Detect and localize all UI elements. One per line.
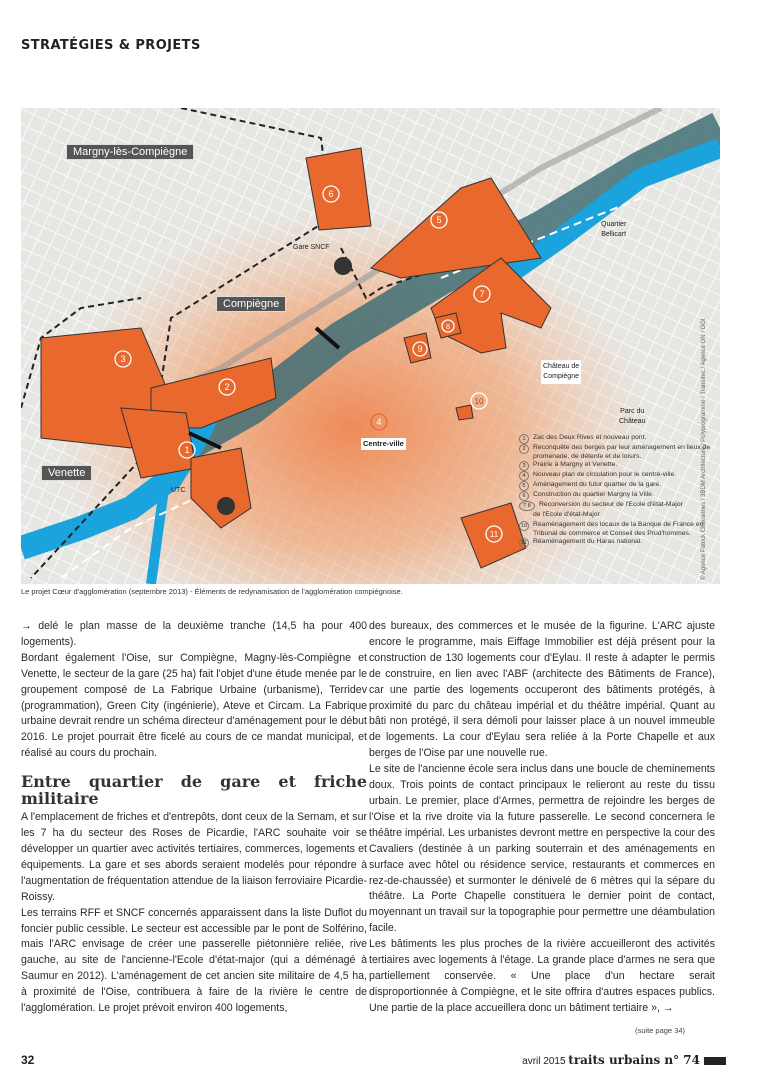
legend-item: 3 Prairie à Margny et Venette. [519,461,719,471]
zone-label-7: 7 [479,289,485,299]
zone-label-10: 10 [474,397,484,406]
label-utc: UTC [171,487,186,494]
zone-label-11: 11 [489,530,499,539]
legend-item: 4 Nouveau plan de circulation pour le centre-ville. [519,471,719,481]
paragraph: A l'emplacement de friches et d'entrepôts, dont ceux de la Sernam, et sur les 7 ha du secteur des Roses de Picardie, l'ARC souhaite voir se développer un quartier avec activités tertiaires, commerces, logements et équipements. La gare et ses abords seraient modelés pour répondre à l'augmentation de fréquentation attendue de la liaison ferroviaire Picardie-Roissy. [21,811,367,903]
legend-item: 2 Reconquête des berges par leur aménagement en lieux de promenade, de détente et de loisirs. [519,444,719,461]
paragraph: Les terrains RFF et SNCF concernés apparaissent dans la liste Duflot du foncier public cessible. Le secteur est accessible par le pont de Solférino, mais l'ARC envisage de créer une passerelle piétonnière reliée, rive gauche, au site de l'ancienne-l'Ecole d'état-major (qui a déménagé à Saumur en 2012). L'aménagement de cet ancien site militaire de 4,5 ha, à proximité de l'Oise, contribuera à faire de la rivière le centre de l'agglomération. Le projet prévoit environ 400 logements, [21,906,367,1015]
section-header: STRATÉGIES & PROJETS [21,38,201,53]
label-gare: Gare SNCF [293,244,330,251]
zone-10 [456,405,473,420]
zone-label-4: 4 [376,417,382,427]
footer-bar [704,1057,726,1065]
paragraph: Bordant également l'Oise, sur Compiègne, Magny-lès-Compiègne et Venette, le secteur de la gare (25 ha) fait l'objet d'une étude menée par le groupement composé de La Fabrique Urbaine (urbanisme), Terridev (programmation), Green City (ingénierie), Ateve et Circam. La Fabrique urbaine devrait rendre un schéma directeur d'aménagement pour le début 2016. Le projet pourrait être ficelé au cours de ce mandat municipal, et réalisé au cours du prochain. [21,651,367,760]
issue-info [522,1053,700,1067]
zone-label-5: 5 [436,215,442,225]
legend-item: de l'Ecole d'état-Major [533,511,600,519]
article-subheading: Entre quartier de gare et friche militaire [21,772,367,809]
article-column-right [369,619,715,1017]
paragraph: Le site de l'ancienne école sera inclus dans une boucle de cheminements doux. Trois points de contact principaux le relieront au reste du tissu urbain. Le premier, place d'Armes, permettra de rejoindre les berges de l'Oise et la rive droite via la future passerelle. Le second concernera le théâtre impérial. Les urbanistes devront mettre en perspective la cour des Cavaliers (destinée à un parking souterrain et des aménagements en surface avec hôtel ou résidence service, restaurants et commerces en rez-de-chaussée) et surmonter le dénivelé de 6 mètres qui la sépare du théâtre. La Porte Chapelle constituera le dernier point de contact, moyennant un travail sur la topographie pour permettre une déambulation facile. [369,763,715,935]
article-column-left [21,619,367,1017]
legend-item: 6 Construction du quartier Margny la Ville. [519,491,719,501]
project-map [21,108,720,584]
label-quartier: Quartier Bellicart [601,221,627,238]
zone-label-6: 6 [328,189,334,199]
zone-label-8: 8 [446,324,450,331]
legend-item: 7 8 Reconversion du secteur de l'Ecole d'état-Major [519,501,719,511]
map-legend [519,434,719,548]
label-venette: Venette [41,465,92,481]
legend-item: 11 Réaménagement du Haras national. [519,538,719,548]
legend-item: 5 Aménagement du futur quartier de la gare. [519,481,719,491]
zone-label-3: 3 [120,354,126,364]
paragraph: des bureaux, des commerces et le musée de la figurine. L'ARC ajuste encore le programme, mais Eiffage Immobilier est déjà présent pour la construction de 130 logements cour d'Eylau. Il reste à adapter le permis de construire, en lien avec l'ABF (architecte des Bâtiments de France), car une partie des logements occuperont des bâtiments protégés, à proximité du parc du château impérial et du théâtre impérial. Quant au bâti non protégé, il sera démoli pour laisser place à un nouvel immeuble de logements. La cour d'Eylau sera reliée à la Porte Chapelle et aux berges de l'Oise par une nouvelle rue. [369,620,715,760]
label-parc: Parc du Château [619,408,646,425]
continued-note: (suite page 34) [635,1026,686,1035]
label-compiegne: Compiègne [216,296,286,312]
label-margny: Margny-lès-Compiègne [66,144,194,160]
zone-label-1: 1 [184,445,190,455]
map-caption: Le projet Cœur d'agglomération (septembre 2013) - Éléments de redynamisation de l'agglomération compiégnoise. [21,587,403,596]
page-number: 32 [21,1053,35,1067]
label-chateau: Château de Compiègne [541,360,581,384]
issue-date: avril 2015 [522,1056,566,1067]
gare-marker [334,257,352,275]
legend-item: 1 Zac des Deux Rives et nouveau pont. [519,434,719,444]
zone-label-9: 9 [417,344,423,354]
photo-credit: © Agence Patrick Chavannes / 3BDM Architecture / Polyprogramme / Transitec / Agence ON / OGI [701,318,707,580]
paragraph: Les bâtiments les plus proches de la rivière accueilleront des activités tertiaires avec logements à l'étage. La grande place d'armes ne sera que partiellement conservée. « Une place d'un hectare serait disproportionnée à Compiègne, et le site offrira d'autres espaces publics. Une partie de la place accueillera donc un bâtiment tertiaire », → [369,938,715,1014]
label-centre-ville: Centre-ville [363,439,404,448]
utc-marker [217,497,235,515]
paragraph: → delé le plan masse de la deuxième tranche (14,5 ha pour 400 logements). [21,620,367,648]
magazine-name: traits urbains n° 74 [568,1053,700,1067]
legend-item: 10 Réaménagement des locaux de la Banque de France en Tribunal de commerce et Conseil des Prud'hommes. [520,521,704,537]
zone-label-2: 2 [224,382,230,392]
